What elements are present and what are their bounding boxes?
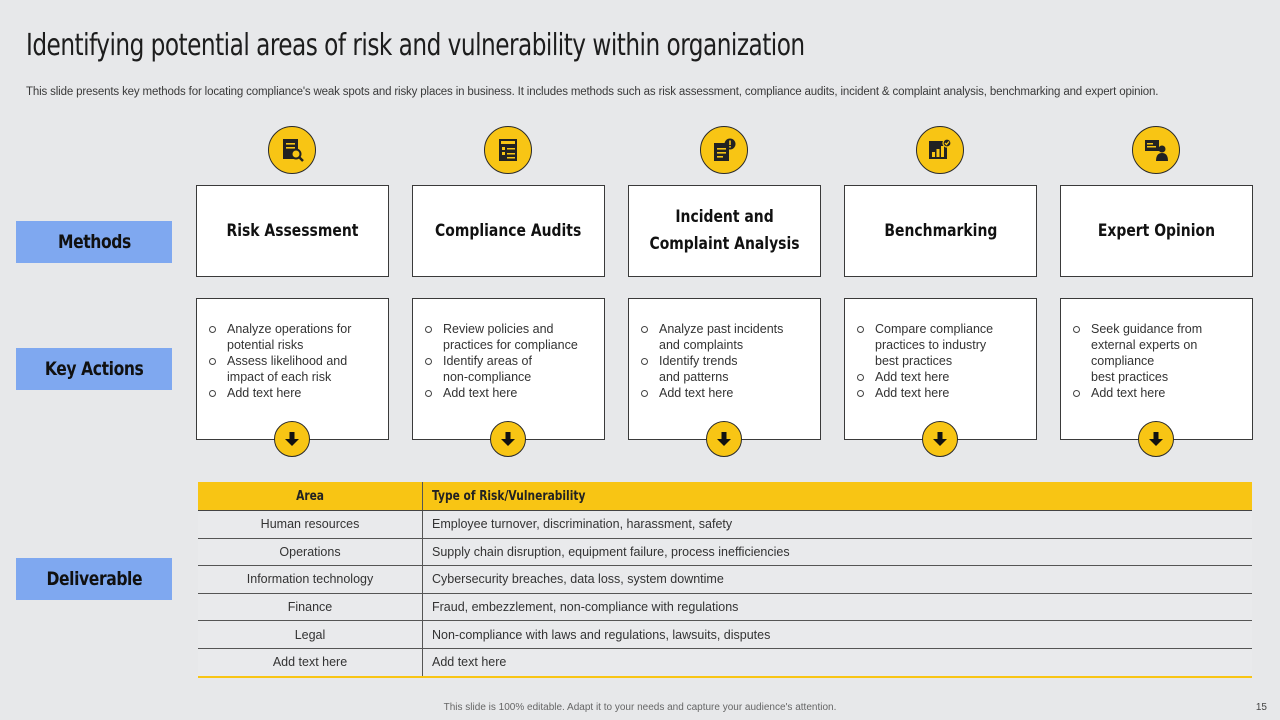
down-arrow-icon	[490, 421, 526, 457]
actions-expert-opinion	[1060, 298, 1253, 440]
actions-risk-assessment	[196, 298, 389, 440]
table-cell-area: Finance	[198, 593, 423, 621]
action-item: Identify areas of non-compliance	[425, 353, 596, 385]
actions-benchmarking	[844, 298, 1037, 440]
table-cell-risk: Cybersecurity breaches, data loss, system downtime	[423, 566, 1253, 594]
actions-incident-complaint-analysis	[628, 298, 821, 440]
down-arrow-icon	[922, 421, 958, 457]
table-cell-risk: Employee turnover, discrimination, harassment, safety	[423, 511, 1253, 539]
slide-title: Identifying potential areas of risk and vulnerability within organization	[26, 28, 805, 63]
audit-document-icon	[484, 126, 532, 174]
methods-label: Methods	[16, 221, 172, 263]
table-cell-risk: Fraud, embezzlement, non-compliance with regulations	[423, 593, 1253, 621]
benchmark-chart-icon	[916, 126, 964, 174]
table-row	[198, 621, 1252, 649]
action-item: Add text here	[425, 385, 596, 401]
table-header-risk-type: Type of Risk/Vulnerability	[423, 482, 1253, 511]
method-expert-opinion: Expert Opinion	[1060, 185, 1253, 277]
table-row	[198, 648, 1252, 676]
action-item: Assess likelihood and impact of each risk	[209, 353, 380, 385]
method-risk-assessment: Risk Assessment	[196, 185, 389, 277]
table-row	[198, 511, 1252, 539]
table-cell-area: Add text here	[198, 648, 423, 676]
table-cell-area: Legal	[198, 621, 423, 649]
action-item: Add text here	[857, 385, 1028, 401]
table-cell-area: Information technology	[198, 566, 423, 594]
expert-presentation-icon	[1132, 126, 1180, 174]
action-item: Review policies and practices for compliance	[425, 321, 596, 353]
incident-alert-icon	[700, 126, 748, 174]
action-item: Add text here	[209, 385, 380, 401]
table-header-area: Area	[198, 482, 423, 511]
method-benchmarking: Benchmarking	[844, 185, 1037, 277]
action-item: Analyze past incidents and complaints	[641, 321, 812, 353]
deliverable-table	[198, 482, 1252, 678]
method-compliance-audits: Compliance Audits	[412, 185, 605, 277]
action-item: Add text here	[1073, 385, 1244, 401]
action-item: Compare compliance practices to industry best practices	[857, 321, 1028, 369]
key-actions-label: Key Actions	[16, 348, 172, 390]
action-item: Seek guidance from external experts on compliance best practices	[1073, 321, 1244, 385]
slide-subtitle: This slide presents key methods for locating compliance's weak spots and risky places in business. It includes methods such as risk assessment, compliance audits, incident & complaint analysis, benchmarking and expert opinion.	[26, 86, 1159, 98]
table-cell-risk: Add text here	[423, 648, 1253, 676]
action-item: Add text here	[641, 385, 812, 401]
table-cell-risk: Supply chain disruption, equipment failure, process inefficiencies	[423, 538, 1253, 566]
actions-compliance-audits	[412, 298, 605, 440]
down-arrow-icon	[706, 421, 742, 457]
table-cell-risk: Non-compliance with laws and regulations, lawsuits, disputes	[423, 621, 1253, 649]
method-incident-complaint-analysis: Incident and Complaint Analysis	[628, 185, 821, 277]
down-arrow-icon	[1138, 421, 1174, 457]
checklist-magnifier-icon	[268, 126, 316, 174]
table-header-row	[198, 482, 1252, 511]
page-number: 15	[1255, 702, 1267, 713]
footer-note: This slide is 100% editable. Adapt it to your needs and capture your audience's attention.	[443, 702, 837, 713]
table-row	[198, 593, 1252, 621]
action-item: Analyze operations for potential risks	[209, 321, 380, 353]
action-item: Identify trends and patterns	[641, 353, 812, 385]
action-item: Add text here	[857, 369, 1028, 385]
table-cell-area: Operations	[198, 538, 423, 566]
table-row	[198, 566, 1252, 594]
down-arrow-icon	[274, 421, 310, 457]
table-row	[198, 538, 1252, 566]
table-cell-area: Human resources	[198, 511, 423, 539]
deliverable-label: Deliverable	[16, 558, 172, 600]
